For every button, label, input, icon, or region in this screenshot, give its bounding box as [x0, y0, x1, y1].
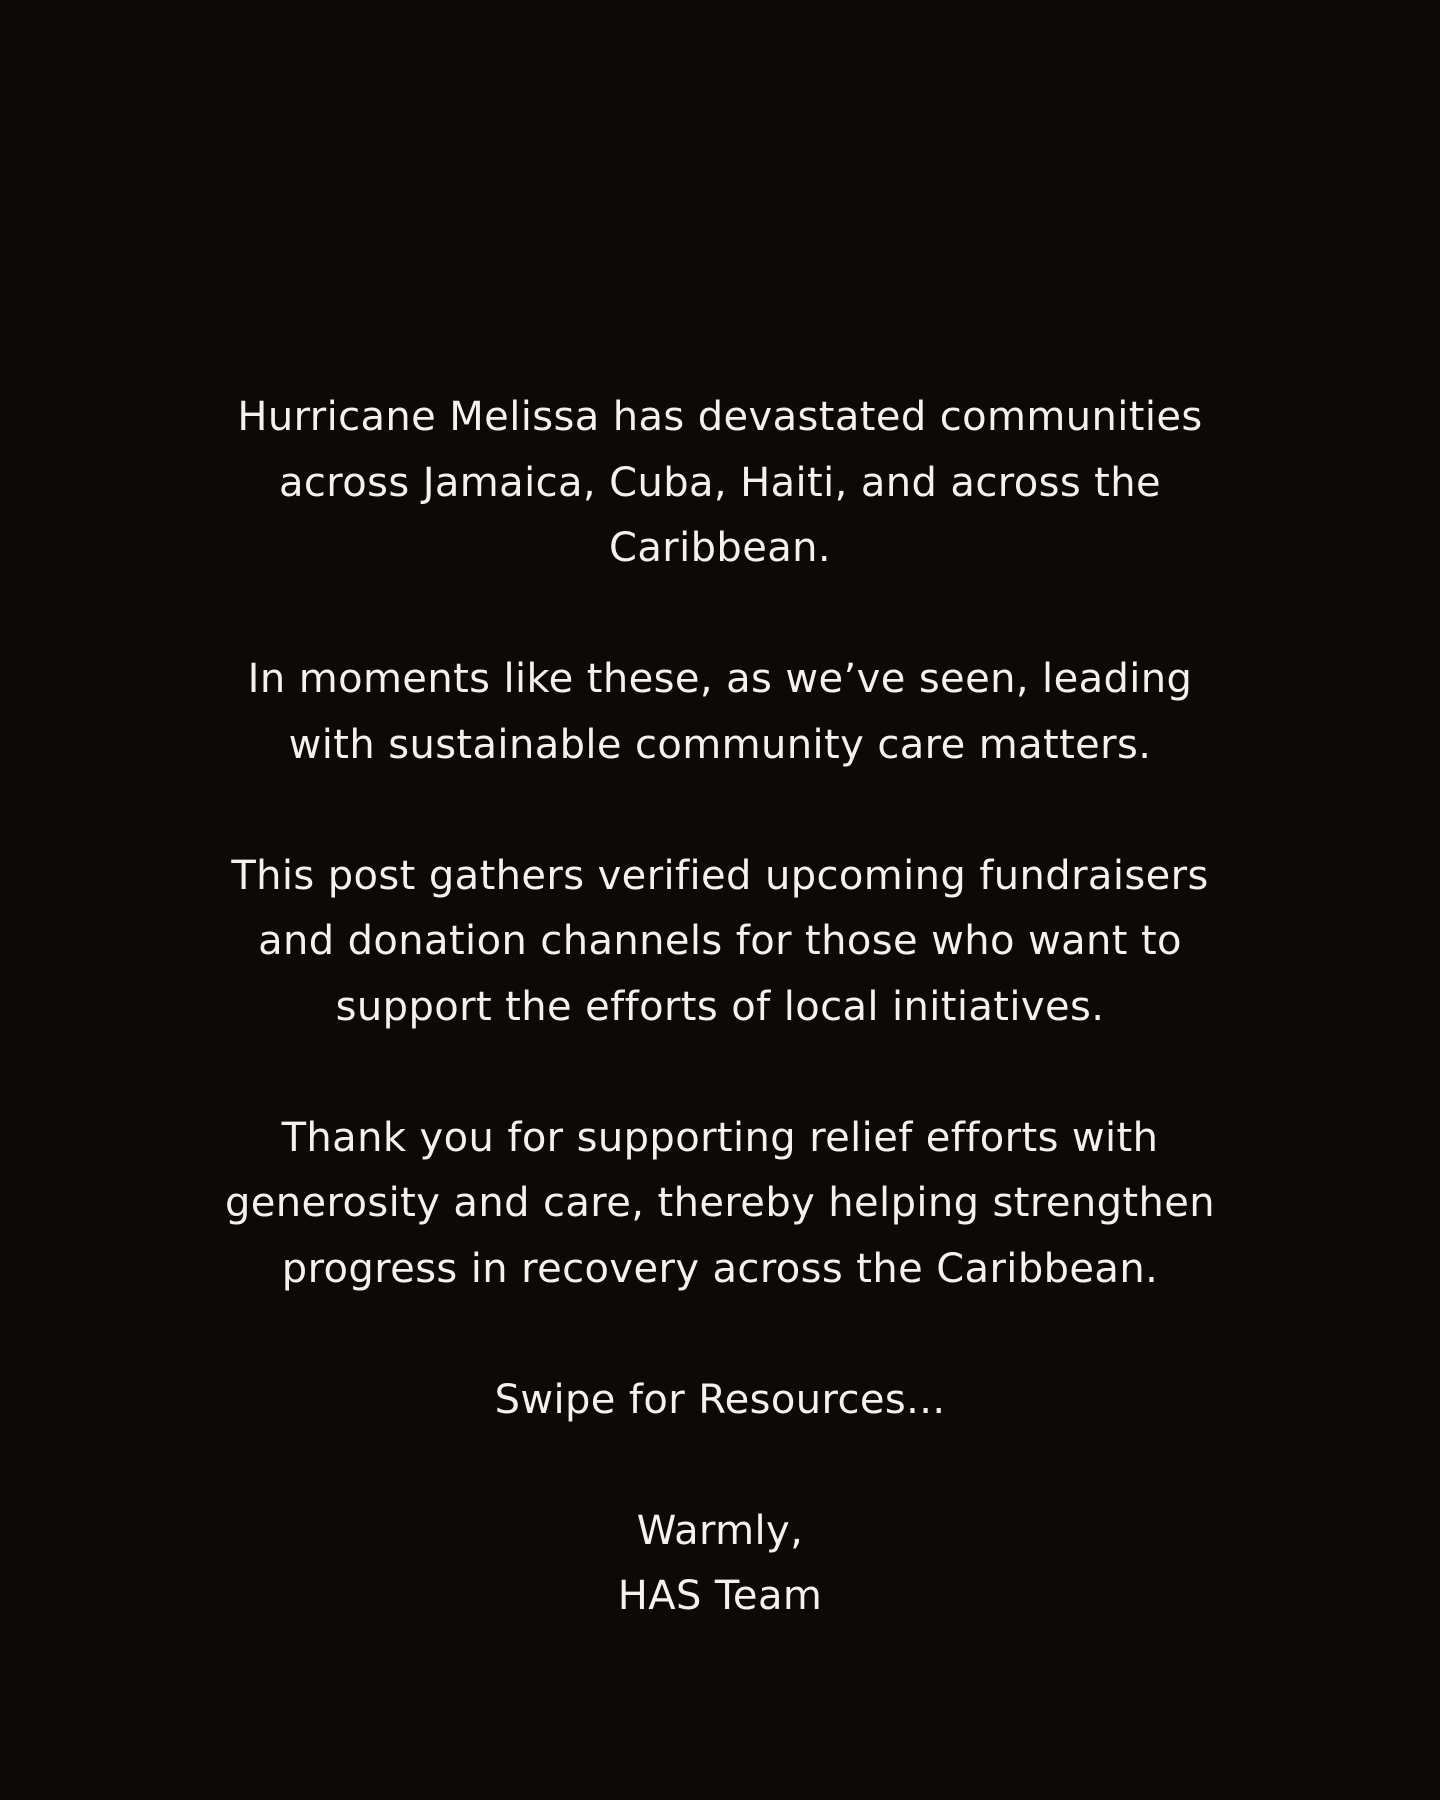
intro-paragraph — [170, 385, 1270, 582]
purpose-line: support the efforts of local initiatives. — [335, 983, 1105, 1030]
paragraph-spacer — [0, 582, 1440, 648]
purpose-paragraph — [160, 844, 1280, 1041]
closing — [0, 1499, 1440, 1630]
paragraph-spacer — [0, 1040, 1440, 1106]
intro-line: Hurricane Melissa has devastated communities — [237, 394, 1203, 440]
message-body — [0, 385, 1440, 1630]
thanks-line: progress in recovery across the Caribbean. — [281, 1245, 1159, 1292]
care-line: In moments like these, as we’ve seen, leading — [247, 656, 1193, 702]
thanks-line: Thank you for supporting relief efforts with — [281, 1114, 1159, 1161]
purpose-line: This post gathers verified upcoming fundraisers — [231, 852, 1209, 899]
purpose-line: and donation channels for those who want to — [258, 918, 1182, 964]
thanks-line: generosity and care, thereby helping strengthen — [225, 1180, 1215, 1226]
intro-line: Caribbean. — [609, 525, 831, 571]
paragraph-spacer — [0, 778, 1440, 844]
care-paragraph — [170, 647, 1270, 778]
signature-text: HAS Team — [617, 1573, 823, 1619]
swipe-prompt — [0, 1368, 1440, 1434]
swipe-prompt-text: Swipe for Resources... — [494, 1376, 946, 1423]
thanks-paragraph — [160, 1106, 1280, 1303]
care-line: with sustainable community care matters. — [288, 721, 1152, 768]
intro-line: across Jamaica, Cuba, Haiti, and across the — [278, 459, 1162, 506]
paragraph-spacer — [0, 1433, 1440, 1499]
paragraph-spacer — [0, 1302, 1440, 1368]
signoff-text: Warmly, — [636, 1507, 804, 1554]
